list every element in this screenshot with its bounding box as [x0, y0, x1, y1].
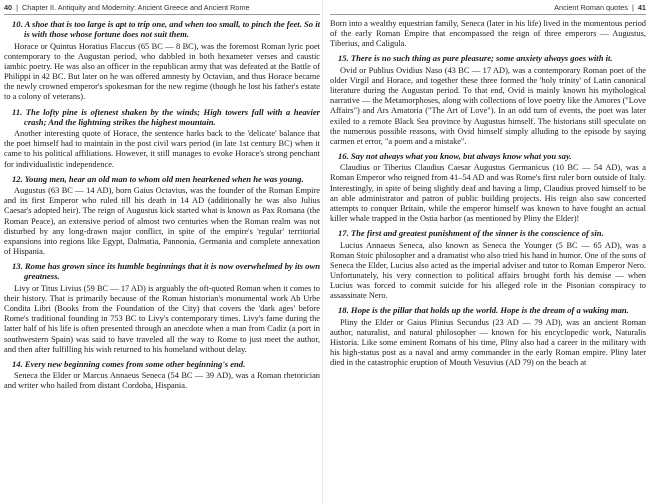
right-page-number: 41 — [637, 2, 646, 12]
continuation-paragraph: Born into a wealthy equestrian family, Seneca (later in his life) lived in the momentous period of the early Roman Empire that encompassed the reign of three emperors — Augustus, Tiberius, and Caligula. — [330, 19, 646, 49]
right-section-title: Ancient Roman quotes — [554, 2, 628, 12]
quote-heading-10: 10. A shoe that is too large is apt to trip one, and when too small, to pinch the feet. So it is with those whose fortune does not suit them. — [12, 19, 320, 40]
body-paragraph-horace-2: Another interesting quote of Horace, the sentence harks back to the 'delicate' balance that the poet himself had to maintain in the post civil wars period (in late 1st century BC) when it came to his political affiliations. However, it still manages to evoke Horace's strong penchant for individualistic independence. — [4, 129, 320, 169]
right-header-separator: | — [631, 2, 634, 12]
left-chapter-title: Chapter II. Antiquity and Modernity: Ancient Greece and Ancient Rome — [22, 2, 250, 12]
right-running-head — [330, 0, 646, 15]
quote-heading-16: 16. Say not always what you know, but always know what you say. — [338, 151, 572, 162]
body-paragraph-livy: Livy or Titus Livius (59 BC — 17 AD) is arguably the oft-quoted Roman when it comes to their history. That is primarily because of the Roman historian's monumental work Ab Urbe Condita Libri (Books from the Foundation of the City) that covers the 'dark ages' before Rome's traditional founding in 753 BC to Livy's contemporary times. Livy's fame during the latter half of his life is often presented through an anecdote when a man from Cadiz (a port in southwestern Spain) was said to have traveled all the way to Rome to just meet the author, and then after fulfilling his wish returned to his homeland without delay. — [4, 283, 320, 354]
body-paragraph-ovid: Ovid or Publius Ovidius Naso (43 BC — 17 AD), was a contemporary Roman poet of the older Virgil and Horace, and together these three formed the 'holy trinity' of Latin canonical literature during the Augustan period. To that end, Ovid is mainly known his mythological narrative — the Metamorphoses, along with collections of love poetry like the Amores ("Love Affairs") and Ars Amatoria ("The Art of Love"). In an odd turn of events, the poet was later exiled to a remote Black Sea province by Augustus himself. The historians still speculate on the numerous possible reasons, with Ovid himself simply alluding to the episode by saying carmen et error, "a poem and a mistake". — [330, 65, 646, 146]
quote-heading-13: 13. Rome has grown since its humble beginnings that it is now overwhelmed by its own greatness. — [12, 261, 320, 282]
quote-heading-15: 15. There is no such thing as pure pleasure; some anxiety always goes with it. — [338, 53, 613, 64]
quote-heading-18: 18. Hope is the pillar that holds up the world. Hope is the dream of a waking man. — [338, 305, 629, 316]
body-paragraph-pliny: Pliny the Elder or Gaius Plinius Secundus (23 AD — 79 AD), was an ancient Roman author, naturalist, and natural philosopher — known for his encyclopedic work, Naturalis Historia. Like some eminent Romans of his time, Pliny also had a career in the military with his high-status post as a naval and army commander in the early Roman empire. Pliny later died in the catastrophic eruption of Mouth Vesuvius (AD 79) on the beach at — [330, 317, 646, 368]
quote-heading-12: 12. Young men, hear an old man to whom old men hearkened when he was young. — [12, 173, 304, 184]
right-page — [330, 0, 646, 504]
left-header-separator: | — [16, 2, 19, 12]
left-running-head — [4, 0, 320, 15]
quote-heading-14: 14. Every new beginning comes from some other beginning's end. — [12, 358, 246, 369]
left-page — [4, 0, 320, 504]
quote-heading-11: 11. The lofty pine is oftenest shaken by the winds; High towers fall with a heavier crash; And the lightning strikes the highest mountain. — [12, 106, 320, 127]
body-paragraph-seneca-younger: Lucius Annaeus Seneca, also known as Seneca the Younger (5 BC — 65 AD), was a Roman Stoic philosopher and a dramatist who also tried his hand in humor. One of the sons of Seneca the Elder, Lucius also acted as the imperial adviser and tutor to Roman Emperor Nero. Unfortunately, his very connection to political affairs brought forth his demise — when Lucius was forced to commit suicide for his alleged role in the Pisonian conspiracy to assassinate Nero. — [330, 240, 646, 301]
quote-heading-17: 17. The first and greatest punishment of the sinner is the conscience of sin. — [338, 228, 604, 239]
body-paragraph-claudius: Claudius or Tiberius Claudius Caesar Augustus Germanicus (10 BC — 54 AD), was a Roman Emperor who reigned from 41–54 AD and was Rome's first ruler born outside of Italy. Interestingly, in spite of being slightly deaf and having a limp, Claudius proved himself to be an able administrator and patron of public building projects. His reign also saw concerted attempts to conquer Britain, while the emperor himself was known to have fought an actual killer whale trapped in the Ostia harbor (as mentioned by Pliny the Elder)! — [330, 163, 646, 224]
body-paragraph-seneca-elder: Seneca the Elder or Marcus Annaeus Seneca (54 BC — 39 AD), was a Roman rhetorician and writer who hailed from distant Cordoba, Hispania. — [4, 371, 320, 391]
left-page-number: 40 — [4, 2, 13, 12]
body-paragraph-augustus: Augustus (63 BC — 14 AD), born Gaius Octavius, was the founder of the Roman Empire and its first Emperor who ruled till his death in 14 AD (additionally he was also Julius Caesar's adopted heir). The reign of Augustus kick started what is known as Pax Romana (the Roman Peace), an extensive period of almost two centuries when the Roman realm was not disturbed by any long-drawn major conflict, in spite of the empire's 'regular' territorial expansions into regions like Egypt, Dalmatia, Pannonia, Germania and complete annexation of Hispania. — [4, 186, 320, 256]
body-paragraph-horace-1: Horace or Quintus Horatius Flaccus (65 BC — 8 BC), was the foremost Roman lyric poet contemporary to the Augustan period, who dabbled in both hexameter verses and caustic iambic poetry. He was also an officer in the republican army that was defeated at the Battle of Philippi in 42 BC. But later on he was offered amnesty by Octavian, and thus Horace became the newly crowned emperor's spokesman for the new regime (though he lost his father's estate to a colony of veterans). — [4, 41, 320, 102]
page-gutter — [322, 0, 323, 504]
